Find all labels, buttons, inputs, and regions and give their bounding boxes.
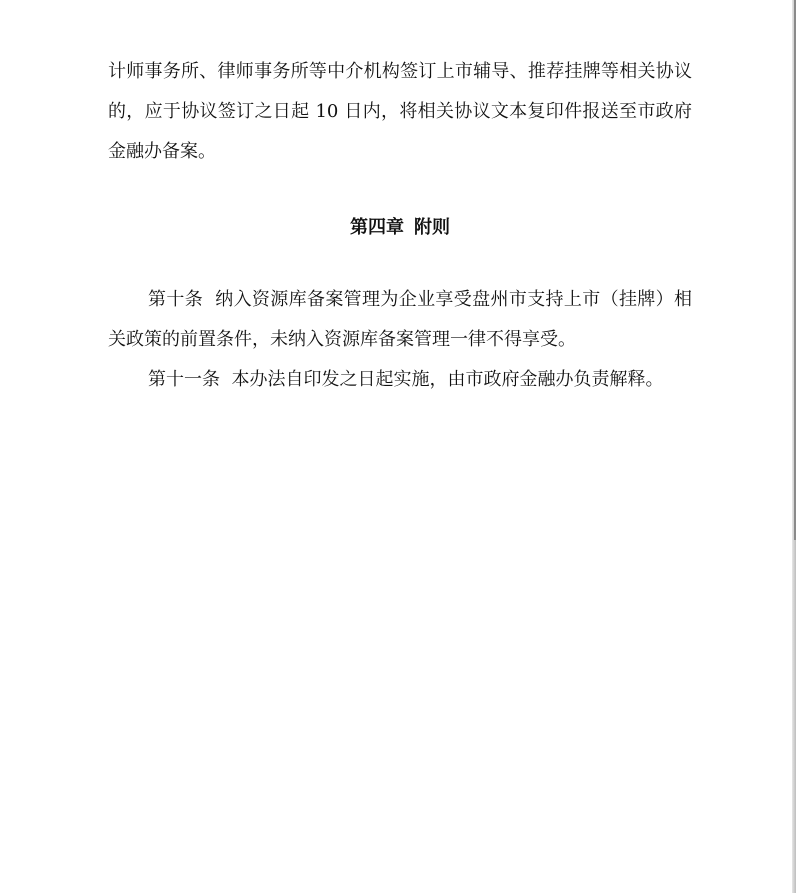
article-text: 纳入资源库备案管理为企业享受盘州市支持上市（挂牌）相关政策的前置条件，未纳入资源库备案管理一律不得享受。 (108, 289, 693, 350)
article-10 (108, 280, 692, 360)
article-label: 第十一条 (148, 369, 220, 390)
article-text: 本办法自印发之日起实施，由市政府金融办负责解释。 (231, 369, 664, 390)
chapter-name: 附则 (414, 217, 450, 238)
chapter-number: 第四章 (350, 217, 404, 238)
document-body (108, 52, 692, 400)
continuation-paragraph: 计师事务所、律师事务所等中介机构签订上市辅导、推荐挂牌等相关协议的，应于协议签订之日起 10 日内，将相关协议文本复印件报送至市政府金融办备案。 (108, 61, 692, 162)
article-label: 第十条 (148, 289, 204, 310)
chapter-heading (108, 208, 692, 248)
article-11 (108, 360, 692, 400)
